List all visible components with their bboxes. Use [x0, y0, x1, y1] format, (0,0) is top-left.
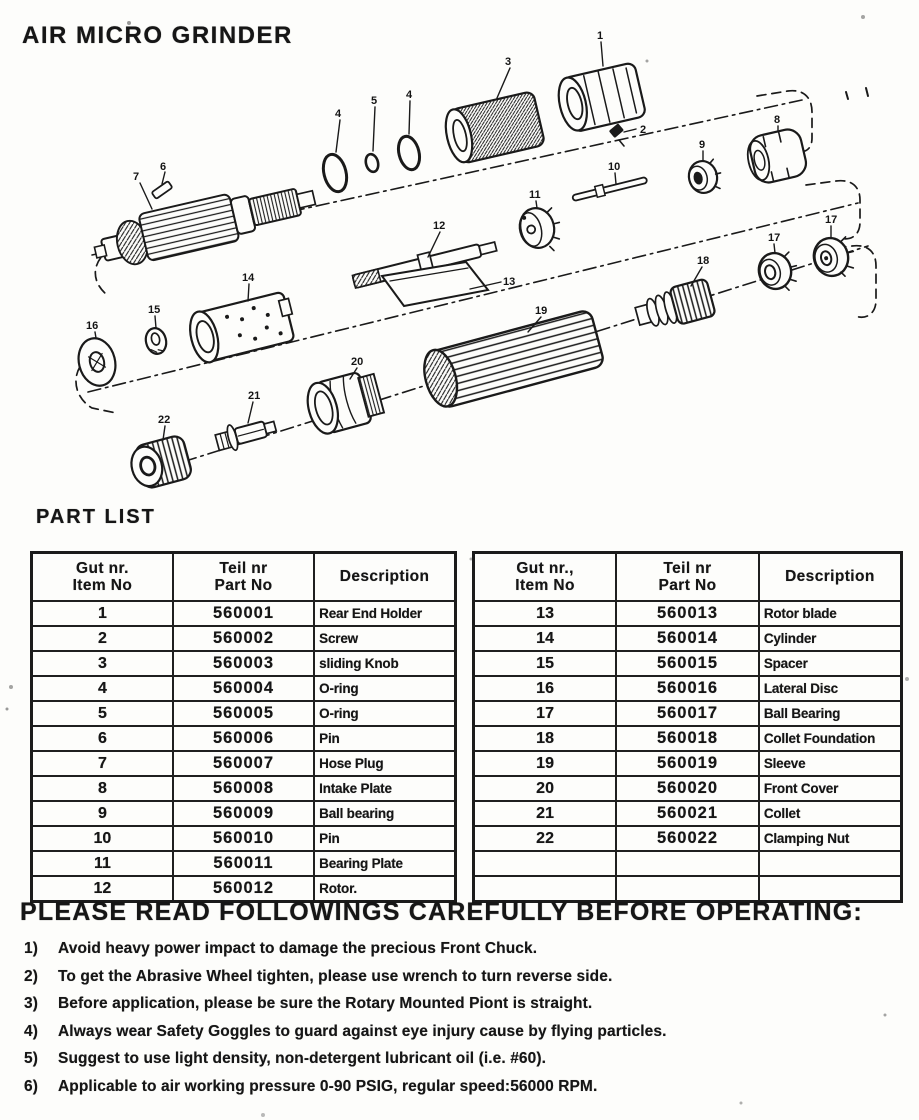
table-header-row: [474, 553, 902, 602]
instruction-text: Applicable to air working pressure 0-90 PSIG, regular speed:56000 RPM.: [58, 1077, 598, 1095]
item-no-cell: 7: [32, 751, 173, 776]
instruction-number: 4): [24, 1022, 38, 1040]
part-no-cell: 560004: [173, 676, 314, 701]
part-1-rear-end-holder: [554, 62, 646, 134]
part-17-ball-bearing-a: [755, 248, 802, 296]
table-row: [32, 851, 456, 876]
table-row: [474, 676, 902, 701]
part-no-cell: 560009: [173, 801, 314, 826]
callout-label-17b: 17: [825, 214, 838, 226]
part-no-cell: 560006: [173, 726, 314, 751]
item-no-cell: 17: [474, 701, 617, 726]
table-row: [32, 651, 456, 676]
part-no-cell: 560008: [173, 776, 314, 801]
callout-label-2: 2: [640, 124, 647, 136]
callout-label-15: 15: [148, 304, 161, 316]
part-18-collet-foundation: [633, 278, 716, 334]
instruction-text: Avoid heavy power impact to damage the precious Front Chuck.: [58, 940, 538, 957]
description-cell: O-ring: [314, 701, 455, 726]
part-5-o-ring: [364, 153, 380, 173]
description-cell: Collet Foundation: [759, 726, 902, 751]
instruction-item: [24, 995, 904, 1013]
column-header: Description: [759, 553, 902, 602]
part-21-collet: [214, 414, 279, 455]
table-row: [32, 801, 456, 826]
column-header: Teil nr Part No: [616, 553, 759, 602]
callout-label-17a: 17: [768, 232, 781, 244]
table-row: [474, 826, 902, 851]
callout-label-5: 5: [371, 95, 378, 107]
part-17-ball-bearing-b: [810, 233, 859, 282]
column-header: Gut nr. Item No: [32, 553, 173, 602]
callout-label-3: 3: [505, 56, 512, 68]
callout-label-7: 7: [133, 171, 140, 183]
table-row: [32, 826, 456, 851]
table-row: [32, 751, 456, 776]
callout-label-21: 21: [248, 390, 261, 402]
callout-label-6: 6: [160, 161, 167, 173]
table-row: [474, 701, 902, 726]
callout-label-10: 10: [608, 161, 621, 173]
item-no-cell: 4: [32, 676, 173, 701]
description-cell: Rear End Holder: [314, 601, 455, 626]
description-cell: Pin: [314, 726, 455, 751]
table-row: [32, 676, 456, 701]
part-no-cell: 560022: [616, 826, 759, 851]
description-cell: Rotor.: [314, 876, 455, 902]
item-no-cell: 15: [474, 651, 617, 676]
callout-label-19: 19: [535, 305, 548, 317]
instruction-text: Suggest to use light density, non-detergent lubricant oil (i.e. #60).: [58, 1050, 547, 1067]
instruction-number: 5): [24, 1050, 38, 1067]
item-no-cell: 16: [474, 676, 617, 701]
part-no-cell: 560014: [616, 626, 759, 651]
part-no-cell: 560017: [616, 701, 759, 726]
part-no-cell: [616, 851, 759, 876]
item-no-cell: 5: [32, 701, 173, 726]
part-4-o-ring-b: [395, 134, 423, 172]
page-title: AIR MICRO GRINDER: [22, 22, 293, 49]
part-no-cell: 560015: [616, 651, 759, 676]
table-row: [474, 751, 902, 776]
item-no-cell: 14: [474, 626, 617, 651]
description-cell: Pin: [314, 826, 455, 851]
description-cell: Sleeve: [759, 751, 902, 776]
table-row: [474, 776, 902, 801]
description-cell: Ball Bearing: [759, 701, 902, 726]
item-no-cell: 11: [32, 851, 173, 876]
instruction-text: To get the Abrasive Wheel tighten, please use wrench to turn reverse side.: [58, 967, 613, 985]
instruction-number: 2): [24, 967, 38, 985]
part-no-cell: 560016: [616, 676, 759, 701]
part-no-cell: 560007: [173, 751, 314, 776]
table-row: [474, 651, 902, 676]
column-header: Gut nr., Item No: [474, 553, 617, 602]
callout-label-22: 22: [158, 414, 171, 426]
item-no-cell: 21: [474, 801, 617, 826]
part-no-cell: 560010: [173, 826, 314, 851]
column-header: Description: [314, 553, 455, 602]
part-11-bearing-plate: [516, 203, 566, 257]
description-cell: Hose Plug: [314, 751, 455, 776]
callout-label-4b: 4: [406, 89, 413, 101]
item-no-cell: 6: [32, 726, 173, 751]
description-cell: Intake Plate: [314, 776, 455, 801]
scan-marks: [846, 88, 868, 99]
part-list-table-left: [30, 551, 457, 903]
table-header-row: [32, 553, 456, 602]
item-no-cell: 2: [32, 626, 173, 651]
part-20-front-cover: [303, 368, 386, 437]
part-no-cell: 560019: [616, 751, 759, 776]
item-no-cell: 1: [32, 601, 173, 626]
part-no-cell: 560003: [173, 651, 314, 676]
callout-label-14: 14: [242, 272, 255, 284]
part-no-cell: 560005: [173, 701, 314, 726]
table-row: [32, 776, 456, 801]
instruction-text: Before application, please be sure the Rotary Mounted Piont is straight.: [58, 995, 593, 1012]
instruction-item: [24, 1050, 904, 1068]
description-cell: Front Cover: [759, 776, 902, 801]
part-no-cell: 560011: [173, 851, 314, 876]
item-no-cell: [474, 851, 617, 876]
item-no-cell: 8: [32, 776, 173, 801]
part-list-heading: PART LIST: [36, 506, 156, 528]
table-row: [474, 726, 902, 751]
part-no-cell: 560001: [173, 601, 314, 626]
part-15-spacer: [143, 326, 169, 356]
callout-label-9: 9: [699, 139, 706, 151]
item-no-cell: 20: [474, 776, 617, 801]
item-no-cell: 13: [474, 601, 617, 626]
table-row: [32, 626, 456, 651]
exploded-parts-diagram: [0, 0, 919, 505]
callout-label-12: 12: [433, 220, 446, 232]
description-cell: Spacer: [759, 651, 902, 676]
table-row: [474, 801, 902, 826]
part-9-ball-bearing: [686, 157, 724, 195]
part-no-cell: 560012: [173, 876, 314, 902]
instructions-list: [24, 940, 904, 1105]
part-no-cell: 560021: [616, 801, 759, 826]
table-row: [474, 626, 902, 651]
part-no-cell: 560018: [616, 726, 759, 751]
description-cell: Lateral Disc: [759, 676, 902, 701]
callout-label-1: 1: [597, 30, 604, 42]
instruction-number: 3): [24, 995, 38, 1012]
description-cell: [759, 851, 902, 876]
part-10-pin: [571, 174, 647, 203]
warning-heading: PLEASE READ FOLLOWINGS CAREFULLY BEFORE OPERATING:: [20, 898, 863, 926]
part-4-o-ring-a: [320, 152, 351, 194]
callout-label-18: 18: [697, 255, 710, 267]
instruction-item: [24, 968, 904, 986]
callout-label-8: 8: [774, 114, 781, 126]
instruction-item: [24, 940, 904, 958]
part-list-table-right: [472, 551, 903, 903]
item-no-cell: 3: [32, 651, 173, 676]
part-2-screw: [610, 124, 624, 146]
description-cell: Rotor blade: [759, 601, 902, 626]
table-row: [32, 701, 456, 726]
description-cell: Ball bearing: [314, 801, 455, 826]
table-row: [32, 601, 456, 626]
part-16-lateral-disc: [74, 334, 121, 389]
part-no-cell: 560020: [616, 776, 759, 801]
instruction-number: 1): [24, 940, 38, 957]
instruction-number: 6): [24, 1077, 38, 1095]
callout-label-11: 11: [529, 189, 541, 201]
instruction-item: [24, 1023, 904, 1041]
part-no-cell: 560013: [616, 601, 759, 626]
description-cell: O-ring: [314, 676, 455, 701]
callout-label-16: 16: [86, 320, 99, 332]
item-no-cell: 19: [474, 751, 617, 776]
callout-label-4a: 4: [335, 108, 342, 120]
item-no-cell: 10: [32, 826, 173, 851]
item-no-cell: 18: [474, 726, 617, 751]
table-row: [474, 601, 902, 626]
table-row: [474, 851, 902, 876]
part-8-intake-plate: [743, 127, 808, 186]
description-cell: Clamping Nut: [759, 826, 902, 851]
part-3-sliding-knob: [441, 91, 545, 166]
item-no-cell: 9: [32, 801, 173, 826]
description-cell: Screw: [314, 626, 455, 651]
instruction-item: [24, 1078, 904, 1096]
description-cell: sliding Knob: [314, 651, 455, 676]
callout-label-13: 13: [503, 276, 516, 288]
instruction-text: Always wear Safety Goggles to guard against eye injury cause by flying particles.: [58, 1022, 667, 1040]
table-row: [32, 726, 456, 751]
part-19-sleeve: [419, 308, 605, 411]
description-cell: Collet: [759, 801, 902, 826]
column-header: Teil nr Part No: [173, 553, 314, 602]
part-no-cell: 560002: [173, 626, 314, 651]
callout-label-20: 20: [351, 356, 364, 368]
description-cell: Bearing Plate: [314, 851, 455, 876]
part-7-hose-plug: [89, 175, 319, 272]
description-cell: Cylinder: [759, 626, 902, 651]
item-no-cell: 12: [32, 876, 173, 902]
item-no-cell: 22: [474, 826, 617, 851]
part-14-cylinder: [185, 290, 298, 366]
part-22-clamping-nut: [127, 434, 193, 491]
